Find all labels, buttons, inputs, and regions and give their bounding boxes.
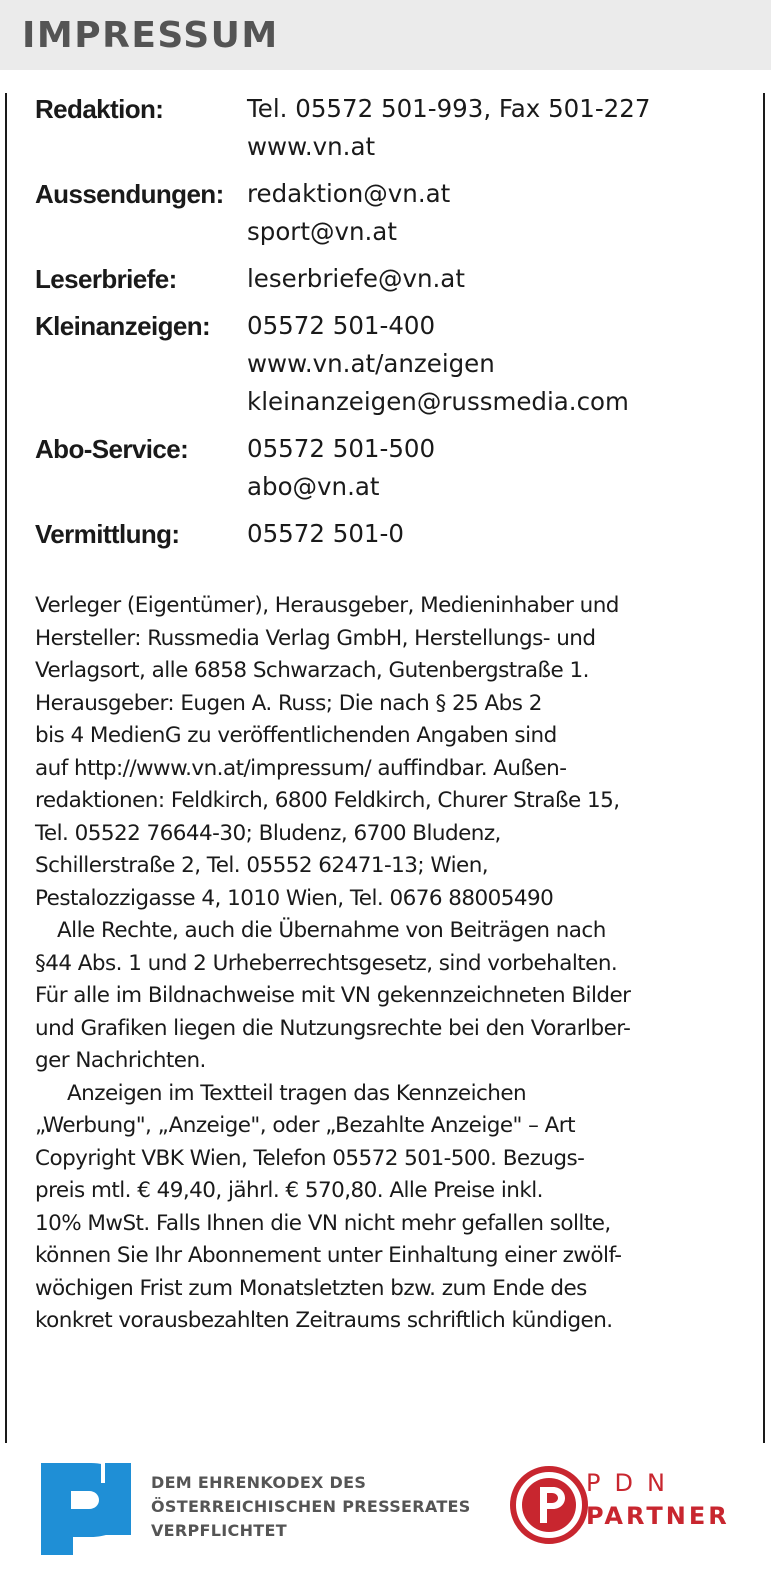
presserat-line: DEM EHRENKODEX DES [151,1473,367,1492]
contact-label: Leserbriefe: [35,264,177,294]
contact-label: Abo-Service: [35,434,189,464]
text-line: ger Nachrichten. [35,1048,206,1073]
presserat-line: ÖSTERREICHISCHEN PRESSERATES [151,1497,471,1516]
text-line: Herausgeber: Eugen A. Russ; Die nach § 25 Abs 2 [35,690,542,716]
text-line: 10% MwSt. Falls Ihnen die VN nicht mehr gefallen sollte, [35,1210,611,1236]
presserat-logo-icon [35,1457,137,1561]
contact-row-kleinanzeigen [35,307,735,421]
text-line: und Grafiken liegen die Nutzungsrechte bei den Vorarlber- [35,1015,631,1041]
text-line-with-link[interactable]: auf http://www.vn.at/impressum/ auffindbar. Außen- [35,755,567,781]
text-line: Alle Rechte, auch die Übernahme von Beiträgen nach [57,918,606,943]
text-line: Schillerstraße 2, Tel. 05552 62471-13; Wien, [35,853,489,878]
contact-website-link[interactable]: www.vn.at [247,132,376,161]
contact-label: Kleinanzeigen: [35,311,211,341]
contact-email-link[interactable]: leserbriefe@vn.at [247,264,465,293]
contact-phone: 05572 501-0 [247,519,404,548]
text-line: Für alle im Bildnachweise mit VN gekennzeichneten Bilder [35,983,631,1008]
text-line: konkret vorausbezahlten Zeitraums schriftlich kündigen. [35,1308,613,1333]
contact-label: Redaktion: [35,94,164,124]
text-line: Verleger (Eigentümer), Herausgeber, Medieninhaber und [35,593,619,618]
contact-label: Vermittlung: [35,519,180,549]
page-title: IMPRESSUM [22,15,279,56]
text-line: Anzeigen im Textteil tragen das Kennzeichen [67,1080,527,1106]
contact-row-redaktion [35,90,735,166]
text-line: redaktionen: Feldkirch, 6800 Feldkirch, Churer Straße 15, [35,788,620,813]
text-line: wöchigen Frist zum Monatsletzten bzw. zum Ende des [35,1275,587,1301]
contact-phone: Tel. 05572 501-993, Fax 501-227 [247,94,651,123]
contact-label: Aussendungen: [35,179,224,209]
text-line: „Werbung", „Anzeige", oder „Bezahlte Anzeige" – Art [35,1113,575,1138]
imprint-text [35,590,735,1338]
text-line: preis mtl. € 49,40, jährl. € 570,80. Alle Preise inkl. [35,1178,543,1203]
contact-email-link[interactable]: abo@vn.at [247,472,380,501]
contact-row-leserbriefe [35,260,735,298]
contact-list [35,90,735,562]
pdn-logo-icon [507,1463,591,1547]
text-line: Copyright VBK Wien, Telefon 05572 501-500. Bezugs- [35,1145,585,1171]
contact-row-aussendungen [35,175,735,251]
contact-email-link[interactable]: redaktion@vn.at [247,179,451,208]
text-line: Tel. 05522 76644-30; Bludenz, 6700 Bludenz, [35,820,501,846]
text-line: Verlagsort, alle 6858 Schwarzach, Gutenbergstraße 1. [35,658,589,683]
text-line: §44 Abs. 1 und 2 Urheberrechtsgesetz, sind vorbehalten. [35,950,618,976]
page-header [0,0,771,70]
contact-row-vermittlung [35,515,735,553]
contact-phone: 05572 501-400 [247,311,436,340]
text-line: Hersteller: Russmedia Verlag GmbH, Herstellungs- und [35,625,596,651]
contact-row-abo-service [35,430,735,506]
contact-website-link[interactable]: www.vn.at/anzeigen [247,349,495,378]
presserat-line: VERPFLICHTET [151,1521,287,1540]
footer [0,1445,771,1588]
contact-phone: 05572 501-500 [247,434,436,463]
text-line: Pestalozzigasse 4, 1010 Wien, Tel. 0676 88005490 [35,885,554,911]
text-line: können Sie Ihr Abonnement unter Einhaltung einer zwölf- [35,1243,622,1268]
contact-email-link[interactable]: sport@vn.at [247,217,397,246]
text-line: bis 4 MedienG zu veröffentlichenden Angaben sind [35,723,557,748]
presserat-caption [151,1471,471,1543]
contact-email-link[interactable]: kleinanzeigen@russmedia.com [247,387,629,416]
pdn-wordmark-bottom: PARTNER [586,1502,730,1530]
pdn-wordmark-top: PDN [586,1469,679,1497]
